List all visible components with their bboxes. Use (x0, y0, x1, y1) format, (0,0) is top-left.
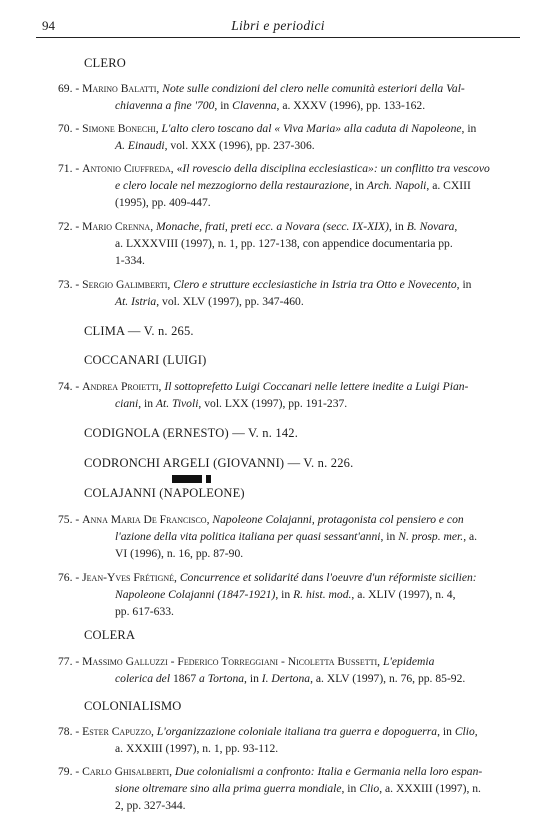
bibliography-entry-75: 75. - Anna Maria De Francisco, Napoleone Colajanni, protagonista col pensiero e con l'azione della vita politica italiana per quasi sessant'anni, in N. prosp. mer., a. VI (1996), n. 16, pp. 87-90. (58, 513, 478, 560)
entry-author: Jean-Yves Frétigné (82, 571, 175, 584)
entry-author: Sergio Galimberti (82, 278, 168, 291)
section-heading-codignola: CODIGNOLA (ERNESTO) — V. n. 142. (84, 426, 299, 440)
ink-blot-small (206, 475, 211, 483)
page-header (36, 17, 520, 38)
section-heading-codronchi: CODRONCHI ARGELI (GIOVANNI) — V. n. 226. (84, 456, 354, 470)
entry-author: Simone Bonechi (82, 122, 156, 135)
section-heading-colera: COLERA (84, 628, 136, 642)
bibliography-entry-77: 77. - Massimo Galluzzi - Federico Torreggiani - Nicoletta Bussetti, L'epidemia colerica del 1867 a Tortona, in I. Dertona, a. XLV (1997), n. 76, pp. 85-92. (58, 655, 466, 685)
section-heading-clero: CLERO (84, 56, 126, 70)
running-title: Libri e periodici (231, 18, 325, 33)
section-heading-coccanari: COCCANARI (LUIGI) (84, 353, 207, 367)
section-heading-colonialismo: COLONIALISMO (84, 699, 182, 713)
page-number: 94 (42, 18, 55, 33)
bibliography-entry-76: 76. - Jean-Yves Frétigné, Concurrence et solidarité dans l'oeuvre d'un réformiste sicilien: Napoleone Colajanni (1847-1921), in R. hist. mod., a. XLIV (1997), n. 4, pp. 617-633. (58, 571, 477, 618)
bibliography-entry-71: 71. - Antonio Ciuffreda, «Il rovescio della disciplina ecclesiastica»: un conflitto tra vescovo e clero locale nel mezzogiorno della restaurazione, in Arch. Napoli, a. CXIII (1995), pp. 409-447. (58, 162, 490, 209)
section-heading-clima: CLIMA — V. n. 265. (84, 324, 194, 338)
bibliography-entry-79: 79. - Carlo Ghisalberti, Due colonialismi a confronto: Italia e Germania nella loro espan- sione oltremare sino alla prima guerra mondiale, in Clio, a. XXXIII (1997), n. 2, pp. 327-344. (58, 765, 483, 812)
bibliography-entry-72: 72. - Mario Crenna, Monache, frati, preti ecc. a Novara (secc. IX-XIX), in B. Novara, a. LXXXVIII (1997), n. 1, pp. 127-138, con appendice documentaria pp. 1-334. (58, 220, 458, 267)
entry-author: Marino Balatti (82, 82, 157, 95)
section-heading-colajanni: COLAJANNI (NAPOLEONE) (84, 486, 245, 500)
bibliography-entry-69: 69. - Marino Balatti, Note sulle condizioni del clero nelle comunità esteriori della Val- chiavenna a fine '700, in Clavenna, a. XXXV (1996), pp. 133-162. (58, 82, 465, 112)
entry-author: Andrea Proietti (82, 380, 159, 393)
bibliography-entry-78: 78. - Ester Capuzzo, L'organizzazione coloniale italiana tra guerra e dopoguerra, in Clio, a. XXXIII (1997), n. 1, pp. 93-112. (58, 725, 478, 755)
entry-author: Mario Crenna (82, 220, 151, 233)
ink-blot (172, 475, 202, 483)
bibliography-entry-74: 74. - Andrea Proietti, Il sottoprefetto Luigi Coccanari nelle lettere inedite a Luigi Pian- ciani, in At. Tivoli, vol. LXX (1997), pp. 191-237. (58, 380, 469, 410)
bibliography-entry-70: 70. - Simone Bonechi, L'alto clero toscano dal « Viva Maria» alla caduta di Napoleone, in A. Einaudi, vol. XXX (1996), pp. 237-306. (58, 122, 477, 152)
bibliography-entry-73: 73. - Sergio Galimberti, Clero e strutture ecclesiastiche in Istria tra Otto e Novecento, in At. Istria, vol. XLV (1997), pp. 347-460. (58, 278, 472, 308)
entry-author: Ester Capuzzo (82, 725, 151, 738)
entry-author: Anna Maria De Francisco (82, 513, 207, 526)
entry-author: Carlo Ghisalberti (82, 765, 170, 778)
entry-author: Antonio Ciuffreda (82, 162, 171, 175)
entry-author: Massimo Galluzzi - Federico Torreggiani - Nicoletta Bussetti (82, 655, 378, 668)
